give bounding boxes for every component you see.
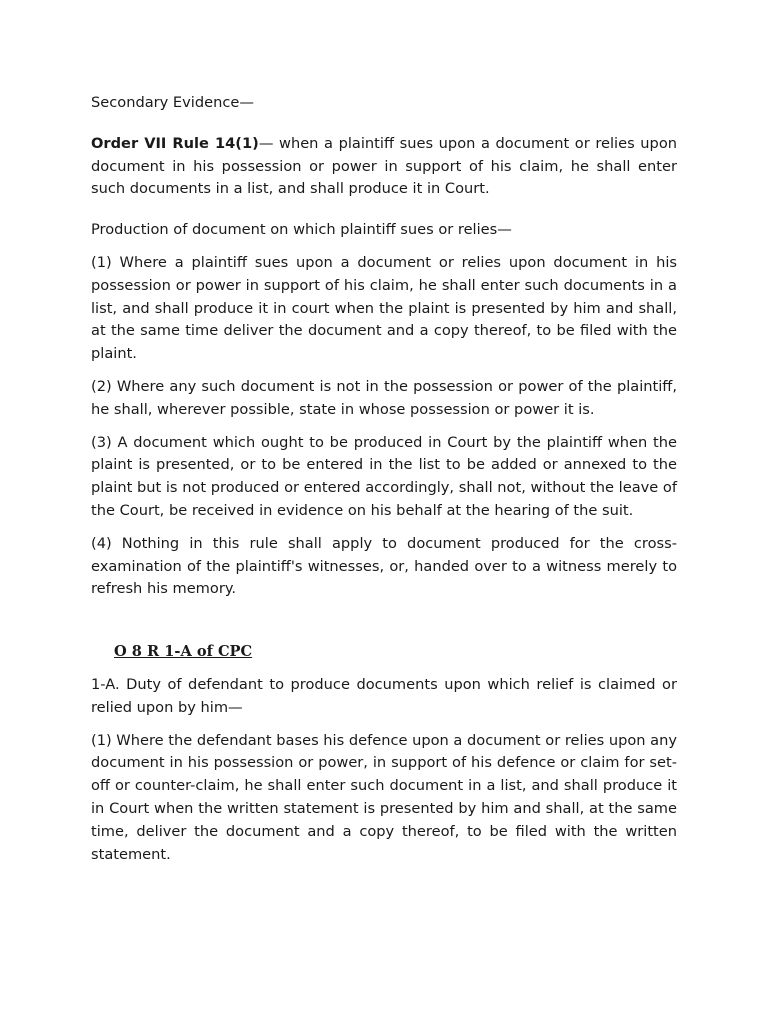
order-vii-rule-14-text: — when a plaintiff sues upon a document or relies upon document in his possession or power in support of his claim, he shall enter such documents in a list, and shall produce it in Court. bbox=[91, 134, 678, 198]
secondary-evidence-heading: Secondary Evidence— bbox=[91, 94, 254, 111]
order-vii-rule-14-lead: Order VII Rule 14(1) bbox=[91, 134, 259, 152]
o8-r1a-heading: O 8 R 1-A of CPC bbox=[114, 643, 253, 661]
duty-of-defendant-intro: 1-A. Duty of defendant to produce documents upon which relief is claimed or relied upon by him— bbox=[91, 675, 677, 716]
defendant-clause-1: (1) Where the defendant bases his defence upon a document or relies upon any document in his possession or power, in support of his defence or claim for set-off or counter-claim, he shall enter such document in a list, and shall produce it in Court when the written statement is presented by him and shall, at the same time, deliver the document and a copy thereof, to be filed with the written statement. bbox=[91, 731, 678, 863]
order-vii-rule-14-paragraph bbox=[91, 133, 677, 201]
clause-1: (1) Where a plaintiff sues upon a document or relies upon document in his possession or power in support of his claim, he shall enter such documents in a list, and shall produce it in court when the plaint is presented by him and shall, at the same time deliver the document and a copy thereof, to be filed with the plaint. bbox=[91, 253, 677, 363]
document-page bbox=[91, 92, 677, 866]
clause-3: (3) A document which ought to be produced in Court by the plaintiff when the plaint is presented, or to be entered in the list to be added or annexed to the plaint but is not produced or entered accordingly, shall not, without the leave of the Court, be received in evidence on his behalf at the hearing of the suit. bbox=[91, 433, 677, 519]
clause-2: (2) Where any such document is not in the possession or power of the plaintiff, he shall, wherever possible, state in whose possession or power it is. bbox=[91, 377, 677, 418]
production-heading: Production of document on which plaintiff sues or relies— bbox=[91, 221, 512, 239]
clause-4: (4) Nothing in this rule shall apply to document produced for the cross-examination of the plaintiff's witnesses, or, handed over to a witness merely to refresh his memory. bbox=[91, 534, 677, 598]
